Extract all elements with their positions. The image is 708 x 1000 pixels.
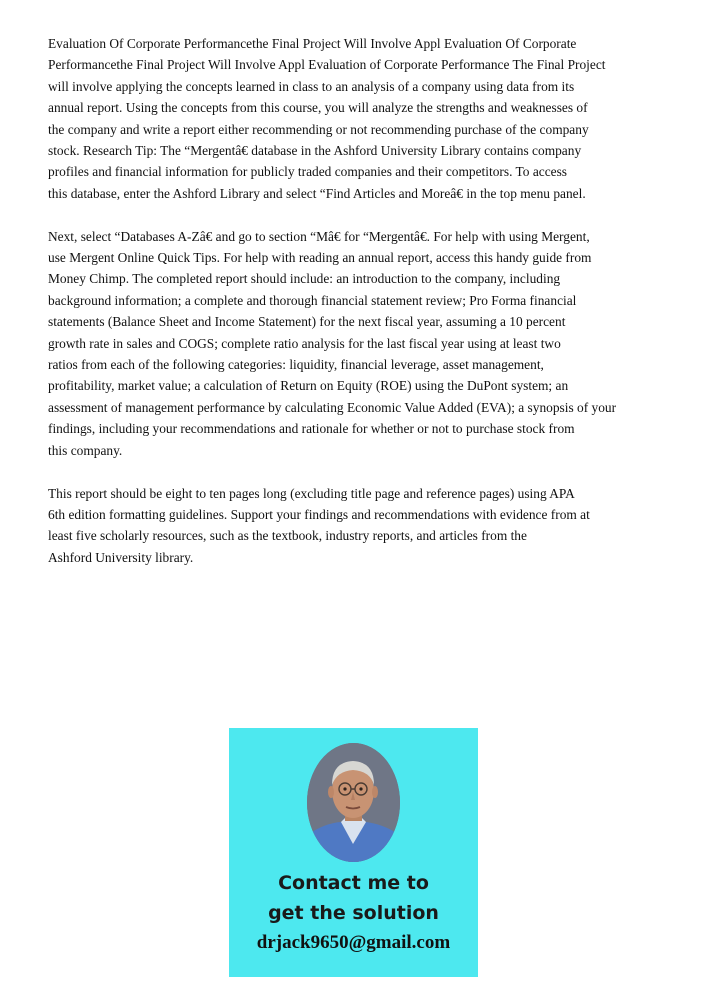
text-line: Performancethe Final Project Will Involve Appl Evaluation of Corporate Performance The Final Project	[48, 57, 606, 73]
text-line: stock. Research Tip: The “Mergentâ€ database in the Ashford University Library contains company	[48, 143, 582, 159]
text-line: Next, select “Databases A-Zâ€ and go to section “Mâ€ for “Mergentâ€. For help with using Mergent,	[48, 228, 590, 244]
paragraph-2	[48, 226, 673, 461]
person-portrait-icon	[307, 743, 400, 862]
text-line: This report should be eight to ten pages long (excluding title page and reference pages) using APA	[48, 485, 575, 501]
document-body	[48, 33, 673, 590]
cta-line-1: Contact me to	[278, 872, 429, 894]
text-line: Evaluation Of Corporate Performancethe Final Project Will Involve Appl Evaluation Of Corporate	[48, 36, 577, 51]
text-line: this database, enter the Ashford Library and select “Find Articles and Moreâ€ in the top menu panel.	[48, 185, 586, 201]
avatar	[307, 743, 400, 862]
text-line: this company.	[48, 442, 123, 458]
text-line: use Mergent Online Quick Tips. For help with reading an annual report, access this handy guide from	[48, 250, 592, 266]
contact-email-link[interactable]: drjack9650@gmail.com	[256, 932, 451, 953]
text-line: Ashford University library.	[48, 549, 194, 565]
text-line: background information; a complete and thorough financial statement review; Pro Forma financial	[48, 292, 577, 308]
cta-line-2: get the solution	[268, 902, 439, 924]
text-line: 6th edition formatting guidelines. Support your findings and recommendations with evidence from at	[48, 506, 590, 522]
text-line: ratios from each of the following categories: liquidity, financial leverage, asset management,	[48, 357, 544, 373]
text-line: statements (Balance Sheet and Income Statement) for the next fiscal year, assuming a 10 percent	[48, 314, 566, 330]
text-line: least five scholarly resources, such as the textbook, industry reports, and articles from the	[48, 528, 527, 544]
text-line: Money Chimp. The completed report should include: an introduction to the company, including	[48, 271, 561, 287]
text-line: growth rate in sales and COGS; complete ratio analysis for the last fiscal year using at least two	[48, 335, 561, 351]
paragraph-3	[48, 483, 673, 569]
text-line: annual report. Using the concepts from this course, you will analyze the strengths and weaknesses of	[48, 100, 588, 116]
text-line: findings, including your recommendations and rationale for whether or not to purchase stock from	[48, 421, 575, 437]
paragraph-1	[48, 33, 673, 204]
text-line: profitability, market value; a calculation of Return on Equity (ROE) using the DuPont system; an	[48, 378, 569, 394]
text-line: the company and write a report either recommending or not recommending purchase of the company	[48, 121, 589, 137]
contact-promo-banner[interactable]	[229, 728, 478, 977]
text-line: will involve applying the concepts learned in class to an analysis of a company using data from its	[48, 78, 575, 94]
text-line: assessment of management performance by calculating Economic Value Added (EVA); a synopsis of your	[48, 399, 617, 415]
text-line: profiles and financial information for publicly traded companies and their competitors. To access	[48, 164, 568, 180]
